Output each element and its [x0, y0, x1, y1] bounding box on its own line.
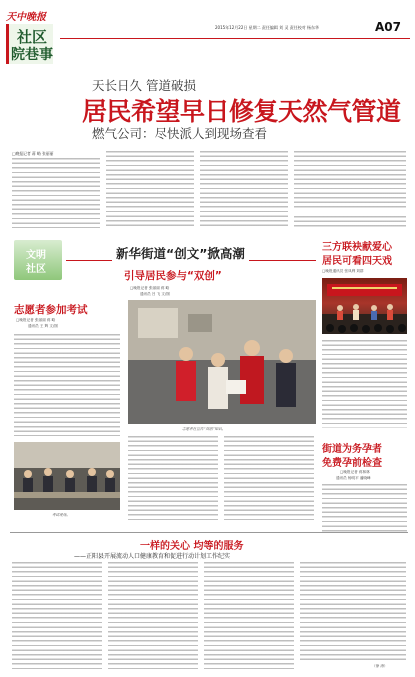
- bottom-kicker: 一样的关心 均等的服务: [140, 541, 244, 552]
- masthead: [0, 0, 415, 65]
- feature-text-col2: [224, 436, 314, 520]
- right-story2-byline: □晚报记者 蒋林林: [340, 470, 370, 474]
- lead-headline: 居民希望早日修复天然气管道: [82, 97, 401, 126]
- right-story1-headline-1: 三方联袂献爱心: [322, 242, 392, 253]
- right-story1-headline-2: 居民可看四天戏: [322, 256, 392, 267]
- volunteer-outreach-photo: [128, 300, 316, 424]
- bottom-text-col3: [204, 562, 294, 670]
- feature-tag-bottom: 社区: [26, 264, 46, 275]
- right-story2-text: [322, 484, 407, 534]
- feature-subtitle: 引导居民参与“双创”: [124, 270, 222, 282]
- right-story2-headline-2: 免费孕前检查: [322, 458, 382, 469]
- section-divider: [10, 532, 408, 533]
- feature-text-col1: [128, 436, 218, 520]
- right-story1-text: [322, 340, 407, 428]
- page-number: A07: [375, 20, 401, 34]
- masthead-rule: [60, 38, 410, 39]
- section-badge-line2: 院巷事: [11, 47, 53, 63]
- lead-text-col3: [200, 151, 288, 228]
- feature-photo-caption: 志愿者在宣传“双创”知识。: [182, 427, 226, 431]
- volunteer-headline: 志愿者参加考试: [14, 304, 88, 316]
- lead-subhead: 燃气公司：尽快派人到现场查看: [92, 126, 268, 141]
- date-line: 2015年12月22日 星期二 责任编辑 刘 灵 责任校对 杨东华: [215, 25, 319, 30]
- lead-text-col1: [12, 158, 100, 228]
- right-story2-headline-1: 街道为务孕者: [322, 444, 382, 455]
- bottom-text-col2: [108, 562, 198, 670]
- feature-banner: 新华街道“创文”掀高潮: [112, 244, 249, 262]
- lead-text-col2: [106, 151, 194, 228]
- feature-tag: [14, 240, 62, 280]
- lead-text-col5: [294, 216, 406, 230]
- volunteer-text: [14, 334, 120, 436]
- volunteer-byline: □晚报记者 张丽丽 蒋 略: [16, 318, 56, 322]
- lead-text-col4: [294, 151, 406, 211]
- bottom-author: （徐 涛）: [372, 664, 388, 668]
- feature-byline2: 通讯员 吕 飞 文/图: [140, 292, 170, 296]
- bottom-text-col1: [12, 562, 102, 670]
- section-badge: [6, 24, 53, 64]
- feature-byline: □晚报记者 张丽丽 蒋 略: [130, 286, 170, 290]
- lead-byline: □晚报记者 蒋 略 张丽丽: [12, 151, 54, 156]
- exam-room-photo: [14, 442, 120, 510]
- stage-performance-photo: [322, 278, 407, 334]
- bottom-text-col4: [300, 562, 406, 662]
- masthead-logo: 天中晚报: [6, 12, 46, 23]
- section-badge-line1: 社区: [17, 28, 48, 46]
- bottom-headline: ——正阳县开展流动人口健康教育和促进行动计划工作纪实: [74, 553, 231, 560]
- volunteer-byline2: 通讯员 王 辉 文/图: [28, 324, 58, 328]
- right-story2-byline2: 通讯员 杨明平 潘晓峰: [336, 476, 371, 480]
- right-story1-byline: □晚报通讯员 张凤利 刘群: [322, 269, 364, 273]
- feature-tag-top: 文明: [26, 250, 46, 261]
- volunteer-photo-caption: 考试现场。: [52, 513, 70, 517]
- lead-kicker: 天长日久 管道破损: [92, 78, 196, 93]
